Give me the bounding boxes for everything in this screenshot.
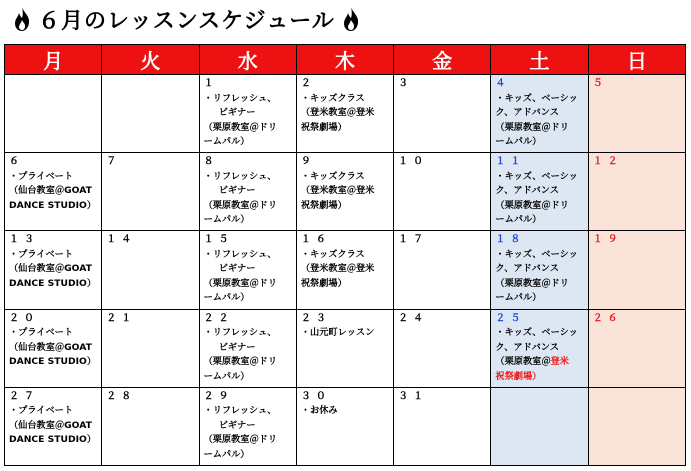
calendar-day-cell-tue [102,153,199,231]
lesson-text-line: ク、アドバンス [495,341,559,353]
calendar-day-cell-fri [394,75,491,153]
day-number: ２７ [9,390,39,402]
calendar-day-cell-mon [5,231,102,309]
day-number: １５ [203,234,234,246]
calendar-day-cell-wed [199,75,296,153]
day-number: ３１ [398,390,429,402]
lesson-text-line: ・リフレッシュ、 [203,405,277,417]
day-number: ２８ [106,390,137,402]
calendar-day-cell-thu [296,75,393,153]
calendar-day-cell-wed [199,231,296,309]
weekday-header-sat: 土 [491,45,588,75]
lesson-text-line: ・リフレッシュ、 [203,327,277,339]
lesson-text-line: （栗原教室＠ドリ [203,356,278,368]
lesson-text-line: （登米教室＠登米 [300,107,375,118]
lesson-text-line: ビギナー [209,185,256,197]
lesson-text-line: 祝祭劇場） [300,121,347,133]
calendar-week-row [5,153,686,231]
lesson-text-line: ームパル） [203,370,250,382]
lesson-text-line: ・キッズクラス [300,248,365,260]
lesson-text-line: ームパル） [495,214,542,226]
lesson-text-line: （仙台教室＠GOAT [9,419,92,431]
lesson-text-line: （栗原教室＠ドリ [495,121,569,133]
calendar-day-cell-sat [491,309,588,387]
day-number: ２５ [495,312,526,324]
calendar-day-cell-wed [199,387,296,465]
calendar-day-cell-tue [102,309,199,387]
calendar-day-cell-wed [199,153,296,231]
lesson-text-line: ・キッズ、ベーシッ [495,327,578,339]
lesson-text-line: 祝祭劇場） [300,277,347,289]
location-prefix: （栗原教室＠ [495,356,551,368]
calendar-body [5,75,686,466]
lesson-text-line: ームパル） [495,292,542,304]
lesson-text-line: （栗原教室＠ドリ [203,199,278,211]
schedule-title: ６月のレッスンスケジュール [38,8,335,34]
lesson-text-line: ・キッズクラス [300,170,365,182]
calendar-day-cell-sun [588,75,685,153]
day-number: １１ [495,156,526,168]
day-number: １４ [106,234,137,246]
weekday-header-thu: 木 [296,45,393,75]
calendar-day-cell-tue [102,387,199,465]
lesson-text-line: ク、アドバンス [495,263,559,275]
calendar-day-cell-thu [296,309,393,387]
weekday-header-wed: 水 [199,45,296,75]
lesson-calendar [4,44,686,466]
lesson-text-line: ビギナー [209,263,256,275]
calendar-day-cell-mon [5,153,102,231]
day-number: １８ [495,234,526,246]
lesson-text-line: ・プライベート [9,327,74,339]
calendar-day-cell-mon [5,75,102,153]
day-number: ８ [203,156,219,168]
lesson-text-line: DANCE STUDIO） [9,434,97,446]
lesson-text-line: ・キッズ、ベーシッ [495,92,578,104]
lesson-text-line: ・お休み [300,405,338,417]
calendar-day-cell-fri [394,309,491,387]
lesson-text-line: ームパル） [203,214,250,226]
day-number: １６ [300,234,331,246]
lesson-text-line: （栗原教室＠ドリ [203,434,278,446]
day-number: ２２ [203,312,234,324]
lesson-text-line: （栗原教室＠ドリ [495,199,569,211]
lesson-text-line: ームパル） [203,136,250,147]
calendar-day-cell-fri [394,387,491,465]
day-number: ３０ [300,390,331,402]
lesson-text-line: （仙台教室＠GOAT [9,185,92,197]
calendar-day-cell-sat [491,75,588,153]
location-highlight: 祝祭劇場） [495,370,542,382]
day-number: １３ [9,234,39,246]
lesson-text-line: （栗原教室＠ドリ [203,121,278,133]
lesson-text-line: （仙台教室＠GOAT [9,341,92,353]
location-highlight: 登米 [550,356,569,368]
day-number: ２３ [300,312,331,324]
lesson-text-line: ・リフレッシュ、 [203,248,277,260]
calendar-day-cell-thu [296,153,393,231]
lesson-location-line [495,355,583,370]
lesson-text-line: ・プライベート [9,405,74,417]
calendar-day-cell-sun [588,309,685,387]
calendar-day-cell-tue [102,231,199,309]
lesson-text-line: ・プライベート [9,248,74,260]
lesson-text-line: （登米教室＠登米 [300,185,375,197]
calendar-day-cell-sun [588,231,685,309]
lesson-text-line: 祝祭劇場） [300,199,347,211]
day-number: ２ [300,78,316,89]
calendar-day-cell-thu [296,231,393,309]
lesson-text-line: ・キッズ、ベーシッ [495,248,578,260]
lesson-text-line: ・リフレッシュ、 [203,92,277,104]
flame-icon [341,6,361,32]
day-number: ２９ [203,390,234,402]
calendar-day-cell-mon [5,387,102,465]
lesson-text-line: （登米教室＠登米 [300,263,375,275]
calendar-week-row [5,75,686,153]
day-number: １７ [398,234,429,246]
calendar-day-cell-fri [394,231,491,309]
calendar-day-cell-wed [199,309,296,387]
calendar-week-row [5,309,686,387]
lesson-text-line: DANCE STUDIO） [9,277,97,289]
weekday-header-fri: 金 [394,45,491,75]
lesson-text-line: ・キッズクラス [300,92,365,104]
calendar-day-cell-tue [102,75,199,153]
flame-icon [12,6,32,32]
lesson-text-line: ・プライベート [9,170,74,182]
day-number: ３ [398,78,414,89]
day-number: ２４ [398,312,429,324]
lesson-text-line: （仙台教室＠GOAT [9,263,92,275]
lesson-text-line: （栗原教室＠ドリ [495,277,569,289]
lesson-text-line: ームパル） [203,292,250,304]
day-number: １ [203,78,219,89]
day-number: １２ [592,156,623,168]
calendar-day-cell-sat [491,153,588,231]
weekday-header-row [5,45,686,75]
lesson-text-line: ームパル） [203,448,250,460]
day-number: １９ [592,234,623,246]
lesson-text-line: ・山元町レッスン [300,327,375,339]
day-number: ７ [106,156,122,168]
day-number: ９ [300,156,316,168]
calendar-day-cell-sun [588,387,685,465]
day-number: ６ [9,156,24,168]
day-number: ４ [495,78,511,89]
weekday-header-tue: 火 [102,45,199,75]
lesson-text-line: ビギナー [209,419,256,431]
lesson-text-line: DANCE STUDIO） [9,356,97,368]
page-title [6,4,367,34]
lesson-text-line: DANCE STUDIO） [9,199,97,211]
day-number: ２１ [106,312,137,324]
calendar-day-cell-sat [491,231,588,309]
lesson-text-line: ビギナー [209,107,256,118]
lesson-text-line: ームパル） [495,136,542,147]
day-number: １０ [398,156,429,168]
calendar-day-cell-thu [296,387,393,465]
day-number: ２６ [592,312,623,324]
calendar-day-cell-fri [394,153,491,231]
calendar-day-cell-mon [5,309,102,387]
lesson-text-line: （栗原教室＠ドリ [203,277,278,289]
lesson-text-line: ビギナー [209,341,256,353]
lesson-text-line: ク、アドバンス [495,107,559,118]
calendar-day-cell-sun [588,153,685,231]
weekday-header-mon: 月 [5,45,102,75]
calendar-week-row [5,387,686,465]
lesson-text-line: ク、アドバンス [495,185,559,197]
day-number: ５ [592,78,608,89]
lesson-text-line: ・キッズ、ベーシッ [495,170,578,182]
calendar-week-row [5,231,686,309]
weekday-header-sun: 日 [588,45,685,75]
lesson-text-line: ・リフレッシュ、 [203,170,277,182]
day-number: ２０ [9,312,39,324]
calendar-day-cell-sat [491,387,588,465]
